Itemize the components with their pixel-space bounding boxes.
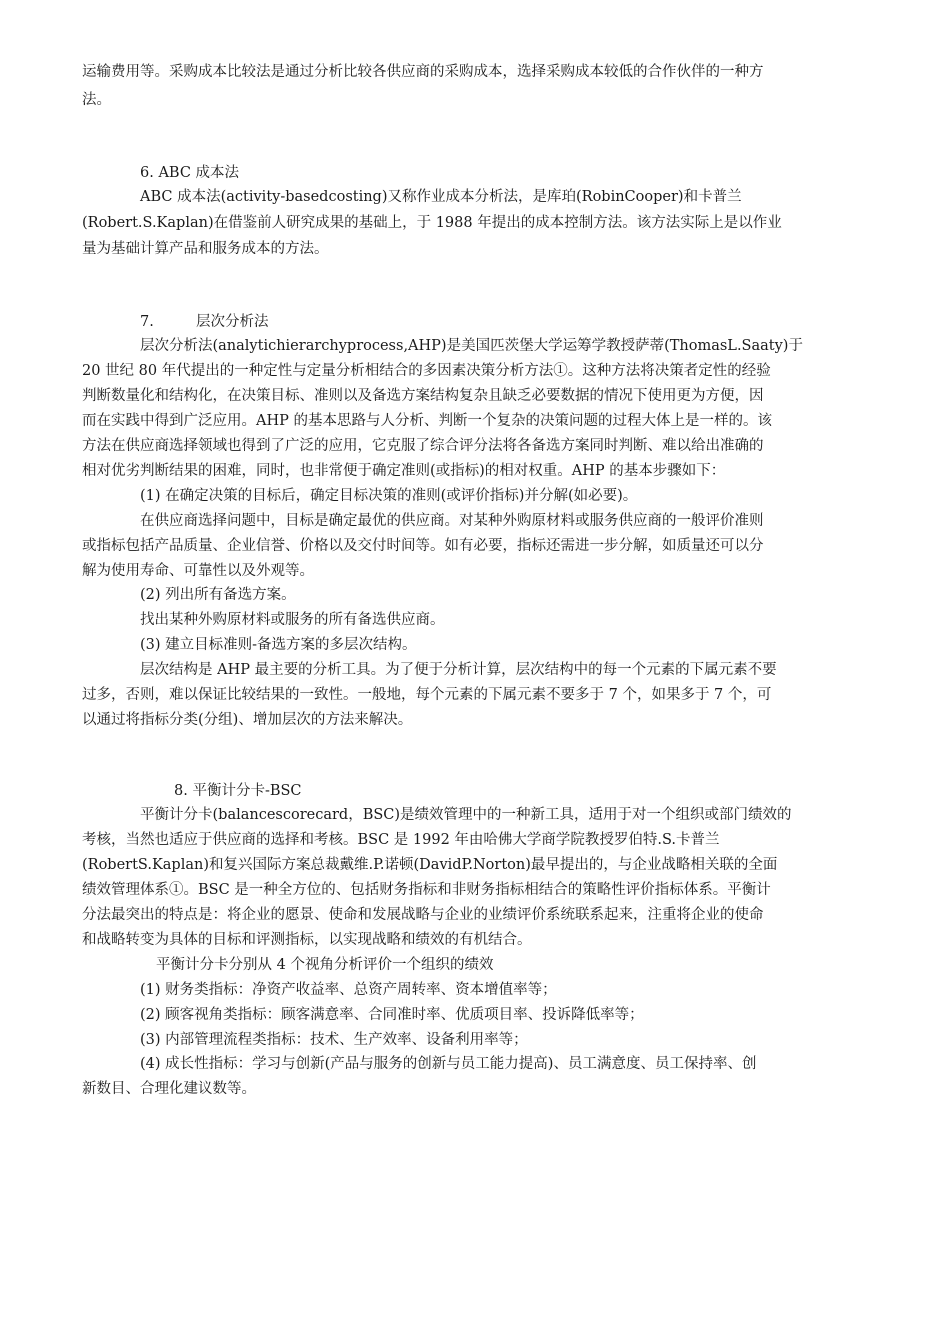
paragraph-line: 方法在供应商选择领域也得到了广泛的应用，它克服了综合评分法将各备选方案同时判断、难以给出准确的	[82, 438, 764, 454]
paragraph-line: 量为基础计算产品和服务成本的方法。	[82, 241, 329, 257]
paragraph-line: 和战略转变为具体的目标和评测指标，以实现战略和绩效的有机结合。	[82, 932, 532, 948]
paragraph-line: ABC 成本法(activity-basedcosting)又称作业成本分析法，是库珀(RobinCooper)和卡普兰	[140, 189, 742, 205]
list-item: (3) 内部管理流程类指标：技术、生产效率、设备利用率等；	[140, 1032, 528, 1048]
paragraph-line: (RobertS.Kaplan)和复兴国际方案总裁戴维.P.诺顿(DavidP.Norton)最早提出的，与企业战略相关联的全面	[82, 857, 778, 873]
paragraph-line: 判断数量化和结构化，在决策目标、准则以及备选方案结构复杂且缺乏必要数据的情况下使用更为方便，因	[82, 388, 764, 404]
paragraph-line: 运输费用等。采购成本比较法是通过分析比较各供应商的采购成本，选择采购成本较低的合作伙伴的一种方	[82, 64, 764, 80]
section-heading-bsc: 8. 平衡计分卡-BSC	[174, 783, 302, 799]
paragraph-line: 绩效管理体系①。BSC 是一种全方位的、包括财务指标和非财务指标相结合的策略性评价指标体系。平衡计	[82, 882, 771, 898]
paragraph-line: 以通过将指标分类(分组)、增加层次的方法来解决。	[82, 712, 413, 728]
paragraph-line: 层次分析法(analytichierarchyprocess,AHP)是美国匹茨堡大学运筹学教授萨蒂(ThomasL.Saaty)于	[140, 338, 803, 354]
paragraph-line: 分法最突出的特点是：将企业的愿景、使命和发展战略与企业的业绩评价系统联系起来，注重将企业的使命	[82, 907, 764, 923]
paragraph-line: 层次结构是 AHP 最主要的分析工具。为了便于分析计算，层次结构中的每一个元素的下属元素不要	[140, 662, 777, 678]
list-item: (1) 在确定决策的目标后，确定目标决策的准则(或评价指标)并分解(如必要)。	[140, 488, 638, 504]
list-item: (4) 成长性指标：学习与创新(产品与服务的创新与员工能力提高)、员工满意度、员工保持率、创	[140, 1056, 757, 1072]
paragraph-line: 平衡计分卡分别从 4 个视角分析评价一个组织的绩效	[156, 957, 494, 973]
paragraph-line: 解为使用寿命、可靠性以及外观等。	[82, 563, 314, 579]
paragraph-line: 20 世纪 80 年代提出的一种定性与定量分析相结合的多因素决策分析方法①。这种方法将决策者定性的经验	[82, 363, 771, 379]
section-heading-abc: 6. ABC 成本法	[140, 165, 240, 181]
paragraph-line: 或指标包括产品质量、企业信誉、价格以及交付时间等。如有必要，指标还需进一步分解，如质量还可以分	[82, 538, 764, 554]
list-item: (2) 列出所有备选方案。	[140, 587, 296, 603]
section-heading-ahp: 层次分析法	[196, 314, 269, 330]
list-item: (1) 财务类指标：净资产收益率、总资产周转率、资本增值率等；	[140, 982, 557, 998]
paragraph-line: 法。	[82, 92, 111, 108]
paragraph-line: 在供应商选择问题中，目标是确定最优的供应商。对某种外购原材料或服务供应商的一般评价准则	[140, 513, 764, 529]
list-item: (3) 建立目标准则-备选方案的多层次结构。	[140, 637, 417, 653]
paragraph-line: 相对优劣判断结果的困难，同时，也非常便于确定准则(或指标)的相对权重。AHP 的基本步骤如下：	[82, 463, 726, 479]
paragraph-line: 找出某种外购原材料或服务的所有备选供应商。	[140, 612, 445, 628]
paragraph-line: (Robert.S.Kaplan)在借鉴前人研究成果的基础上，于 1988 年提出的成本控制方法。该方法实际上是以作业	[82, 215, 782, 231]
paragraph-line: 平衡计分卡(balancescorecard，BSC)是绩效管理中的一种新工具，适用于对一个组织或部门绩效的	[140, 807, 792, 823]
paragraph-line: 考核，当然也适应于供应商的选择和考核。BSC 是 1992 年由哈佛大学商学院教授罗伯特.S.卡普兰	[82, 832, 720, 848]
list-item: (2) 顾客视角类指标：顾客满意率、合同准时率、优质项目率、投诉降低率等；	[140, 1007, 644, 1023]
paragraph-line: 过多，否则，难以保证比较结果的一致性。一般地，每个元素的下属元素不要多于 7 个，如果多于 7 个，可	[82, 687, 772, 703]
section-number-ahp: 7.	[140, 314, 154, 330]
paragraph-line: 新数目、合理化建议数等。	[82, 1081, 256, 1097]
paragraph-line: 而在实践中得到广泛应用。AHP 的基本思路与人分析、判断一个复杂的决策问题的过程大体上是一样的。该	[82, 413, 772, 429]
